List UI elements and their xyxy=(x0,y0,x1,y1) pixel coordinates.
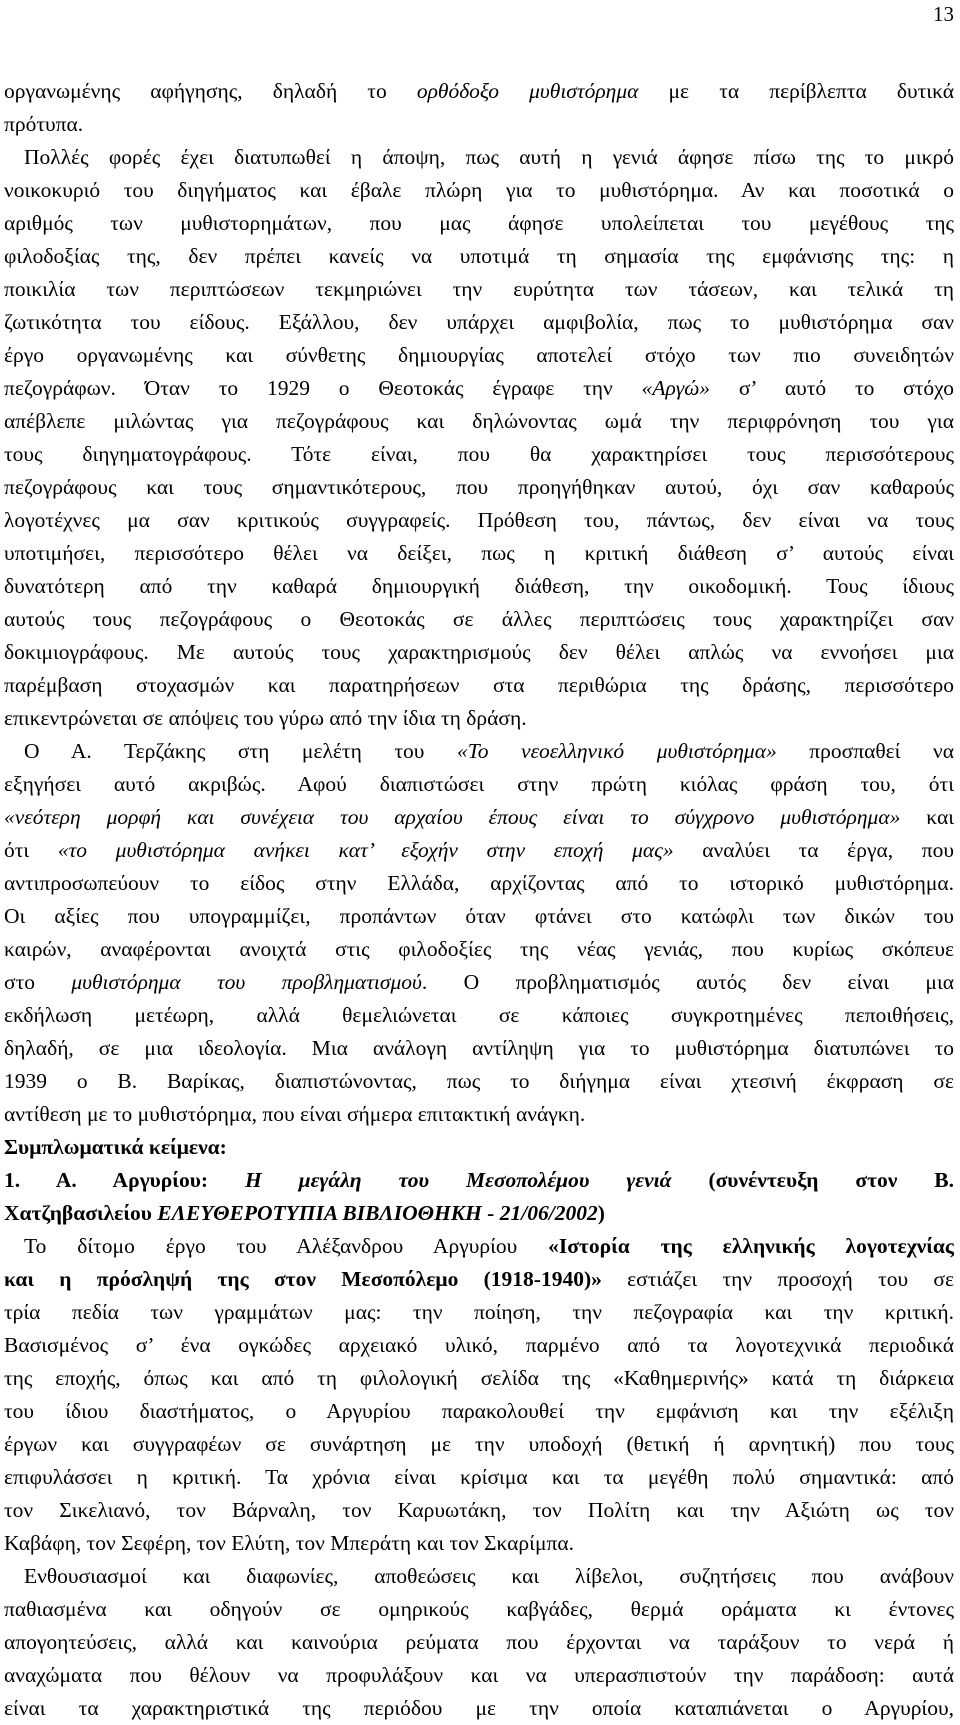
text-line xyxy=(4,735,954,768)
emphasized-text: «Το νεοελληνικό μυθιστόρημα» xyxy=(456,739,777,763)
text-line xyxy=(4,1032,954,1065)
bold-text: Συμπλωματικά κείμενα: xyxy=(4,1135,227,1159)
text-line xyxy=(4,1395,954,1428)
text-run: επικεντρώνεται σε απόψεις του γύρω από την ίδια τη δράση. xyxy=(4,706,527,730)
text-run: καιρών, αναφέρονται ανοιχτά στις φιλοδοξίες της νέας γενιάς, που κυρίως σκόπευε xyxy=(4,937,954,961)
text-line xyxy=(4,966,954,999)
text-run: τρία πεδία των γραμμάτων μας: την ποίηση, την πεζογραφία και την κριτική. xyxy=(4,1300,954,1324)
text-run: Καβάφη, τον Σεφέρη, τον Ελύτη, τον Μπεράτη και τον Σκαρίμπα. xyxy=(4,1531,574,1555)
text-line xyxy=(4,75,954,108)
text-run: ποικιλία των περιπτώσεων τεκμηριώνει την ευρύτητα των τάσεων, και τελικά τη xyxy=(4,277,954,301)
bold-text: ) xyxy=(597,1201,605,1225)
text-line xyxy=(4,669,954,702)
bold-text: και η πρόσληψή της στον Μεσοπόλεμο (1918-1940)» xyxy=(4,1267,602,1291)
text-run: αριθμός των μυθιστορημάτων, που μας άφησε υπολείπεται του μεγέθους της xyxy=(4,211,954,235)
text-run: Ο Α. Τερζάκης στη μελέτη του xyxy=(24,739,457,763)
text-line xyxy=(4,999,954,1032)
emphasized-text: Η μεγάλη του Μεσοπολέμου γενιά xyxy=(244,1168,672,1192)
text-run: εστιάζει την προσοχή του σε xyxy=(601,1267,954,1291)
text-line xyxy=(4,1626,954,1659)
emphasized-text: μυθιστόρημα του προβληματισμού xyxy=(71,970,422,994)
text-line xyxy=(4,1296,954,1329)
bold-text: Χατζηβασιλείου xyxy=(4,1201,158,1225)
text-run: . Ο προβληματισμός αυτός δεν είναι μια xyxy=(421,970,955,994)
text-line xyxy=(4,1659,954,1692)
text-line xyxy=(4,1065,954,1098)
text-line xyxy=(4,570,954,603)
text-line xyxy=(4,339,954,372)
text-run: απογοητεύσεις, αλλά και καινούρια ρεύματα που έρχονται να ταράξουν το νερά ή xyxy=(4,1630,954,1654)
text-line xyxy=(4,504,954,537)
text-run: του ίδιου διαστήματος, ο Αργυρίου παρακολουθεί την εμφάνιση και την εξέλιξη xyxy=(4,1399,954,1423)
text-run: τον Σικελιανό, τον Βάρναλη, τον Καρυωτάκη, τον Πολίτη και την Αξιώτη ως τον xyxy=(4,1498,954,1522)
text-line xyxy=(4,900,954,933)
text-line xyxy=(4,1560,954,1593)
text-run: Ενθουσιασμοί και διαφωνίες, αποθεώσεις και λίβελοι, συζητήσεις που ανάβουν xyxy=(24,1564,954,1588)
text-run: αναλύει τα έργα, που xyxy=(673,838,954,862)
text-run: και xyxy=(900,805,954,829)
text-run: εξηγήσει αυτό ακριβώς. Αφού διαπιστώσει στην πρώτη κιόλας φράση του, ότι xyxy=(4,772,954,796)
text-line xyxy=(4,1593,954,1626)
text-run: δυνατότερη από την καθαρά δημιουργική διάθεση, την οικοδομική. Τους ίδιους xyxy=(4,574,954,598)
text-line xyxy=(4,1164,954,1197)
text-run: δηλαδή, σε μια ιδεολογία. Μια ανάλογη αντίληψη για το μυθιστόρημα διατυπώνει το xyxy=(4,1036,954,1060)
text-line xyxy=(4,1263,954,1296)
text-line xyxy=(4,603,954,636)
text-line xyxy=(4,1494,954,1527)
text-line xyxy=(4,1362,954,1395)
bold-text: «Ιστορία της ελληνικής λογοτεχνίας xyxy=(548,1234,954,1258)
bold-text: (συνέντευξη στον Β. xyxy=(671,1168,954,1192)
text-line xyxy=(4,471,954,504)
text-line xyxy=(4,537,954,570)
text-run: Το δίτομο έργο του Αλέξανδρου Αργυρίου xyxy=(24,1234,549,1258)
text-run: πεζογράφους και τους σημαντικότερους, που προηγήθηκαν αυτού, όχι σαν καθαρούς xyxy=(4,475,954,499)
text-run: Οι αξίες που υπογραμμίζει, προπάντων όταν φτάνει στο κατώφλι των δικών του xyxy=(4,904,954,928)
text-line xyxy=(4,1329,954,1362)
text-run: παρέμβαση στοχασμών και παρατηρήσεων στα περιθώρια της δράσης, περισσότερο xyxy=(4,673,954,697)
text-line xyxy=(4,306,954,339)
body-text xyxy=(4,75,954,1725)
text-run: λογοτέχνες μα σαν κριτικούς συγγραφείς. Πρόθεση του, πάντως, δεν είναι να τους xyxy=(4,508,954,532)
emphasized-text: «νεότερη μορφή και συνέχεια του αρχαίου έπους είναι το σύγχρονο μυθιστόρημα» xyxy=(4,805,901,829)
text-line xyxy=(4,1527,954,1560)
text-line xyxy=(4,867,954,900)
text-run: έργων και συγγραφέων σε συνάρτηση με την υποδοχή (θετική ή αρνητική) που τους xyxy=(4,1432,954,1456)
text-line xyxy=(4,1461,954,1494)
text-run: επιφυλάσσει η κριτική. Τα χρόνια είναι κρίσιμα και τα μεγέθη πολύ σημαντικά: από xyxy=(4,1465,954,1489)
text-run: πεζογράφων. Όταν το 1929 ο Θεοτοκάς έγραφε την xyxy=(4,376,642,400)
text-run: στο xyxy=(4,970,72,994)
text-line xyxy=(4,174,954,207)
text-line xyxy=(4,933,954,966)
text-run: αυτούς τους πεζογράφους ο Θεοτοκάς σε άλλες περιπτώσεις τους χαρακτηρίζει σαν xyxy=(4,607,954,631)
text-run: Πολλές φορές έχει διατυπωθεί η άποψη, πως αυτή η γενιά άφησε πίσω της το μικρό xyxy=(24,145,954,169)
text-line xyxy=(4,438,954,471)
text-run: δοκιμιογράφους. Με αυτούς τους χαρακτηρισμούς δεν θέλει απλώς να εννοήσει μια xyxy=(4,640,954,664)
text-line xyxy=(4,1428,954,1461)
page-number: 13 xyxy=(933,2,954,26)
text-run: νοικοκυριό του διηγήματος και έβαλε πλώρη για το μυθιστόρημα. Αν και ποσοτικά ο xyxy=(4,178,954,202)
text-run: ότι xyxy=(4,838,58,862)
text-run: φιλοδοξίας της, δεν πρέπει κανείς να υποτιμά τη σημασία της εμφάνισης της: η xyxy=(4,244,954,268)
bold-text: 1. Α. Αργυρίου: xyxy=(4,1168,245,1192)
text-run: προσπαθεί να xyxy=(776,739,954,763)
text-line xyxy=(4,405,954,438)
text-run: Βασισμένος σ’ ένα ογκώδες αρχειακό υλικό, παρμένο από τα λογοτεχνικά περιοδικά xyxy=(4,1333,954,1357)
text-line xyxy=(4,768,954,801)
text-line xyxy=(4,801,954,834)
text-line xyxy=(4,108,954,141)
text-line xyxy=(4,1692,954,1725)
text-line xyxy=(4,636,954,669)
emphasized-text: «Αργώ» xyxy=(641,376,710,400)
emphasized-text: ΕΛΕΥΘΕΡΟΤΥΠΙΑ ΒΙΒΛΙΟΘΗΚΗ - 21/06/2002 xyxy=(157,1201,598,1225)
text-line xyxy=(4,1098,954,1131)
text-run: αναχώματα που θέλουν να προφυλάξουν και να υπερασπιστούν την παράδοση: αυτά xyxy=(4,1663,954,1687)
emphasized-text: «το μυθιστόρημα ανήκει κατ’ εξοχήν στην εποχή μας» xyxy=(57,838,674,862)
text-line xyxy=(4,207,954,240)
text-run: 1939 ο Β. Βαρίκας, διαπιστώνοντας, πως το διήγημα είναι χτεσινή έκφραση σε xyxy=(4,1069,954,1093)
text-line xyxy=(4,1230,954,1263)
text-run: υποτιμήσει, περισσότερο θέλει να δείξει, πως η κριτική διάθεση σ’ αυτούς είναι xyxy=(4,541,954,565)
text-line xyxy=(4,372,954,405)
text-run: πρότυπα. xyxy=(4,112,84,136)
text-line xyxy=(4,240,954,273)
text-run: με τα περίβλεπτα δυτικά xyxy=(638,79,954,103)
text-run: αντιπροσωπεύουν το είδος στην Ελλάδα, αρχίζοντας από το ιστορικό μυθιστόρημα. xyxy=(4,871,954,895)
text-run: είναι τα χαρακτηριστικά της περιόδου με την οποία καταπιάνεται ο Αργυρίου, xyxy=(4,1696,954,1720)
text-run: παθιασμένα και οδηγούν σε ομηρικούς καβγάδες, θερμά οράματα κι έντονες xyxy=(4,1597,954,1621)
text-run: σ’ αυτό το στόχο xyxy=(710,376,954,400)
text-line xyxy=(4,141,954,174)
text-run: της εποχής, όπως και από τη φιλολογική σελίδα της «Καθημερινής» κατά τη διάρκεια xyxy=(4,1366,954,1390)
text-run: τους διηγηματογράφους. Τότε είναι, που θα χαρακτηρίσει τους περισσότερους xyxy=(4,442,954,466)
text-line xyxy=(4,273,954,306)
text-run: οργανωμένης αφήγησης, δηλαδή το xyxy=(4,79,417,103)
text-run: εκδήλωση μετέωρη, αλλά θεμελιώνεται σε κάποιες συγκροτημένες πεποιθήσεις, xyxy=(4,1003,954,1027)
text-run: αντίθεση με το μυθιστόρημα, που είναι σήμερα επιτακτική ανάγκη. xyxy=(4,1102,586,1126)
text-line xyxy=(4,1197,954,1230)
text-run: έργο οργανωμένης και σύνθετης δημιουργίας αποτελεί στόχο των πιο συνειδητών xyxy=(4,343,954,367)
emphasized-text: ορθόδοξο μυθιστόρημα xyxy=(416,79,639,103)
text-line xyxy=(4,702,954,735)
text-run: ζωτικότητα του είδους. Εξάλλου, δεν υπάρχει αμφιβολία, πως το μυθιστόρημα σαν xyxy=(4,310,954,334)
text-line xyxy=(4,1131,954,1164)
text-line xyxy=(4,834,954,867)
text-run: απέβλεπε μιλώντας για πεζογράφους και δηλώνοντας ωμά την περιφρόνηση του για xyxy=(4,409,954,433)
